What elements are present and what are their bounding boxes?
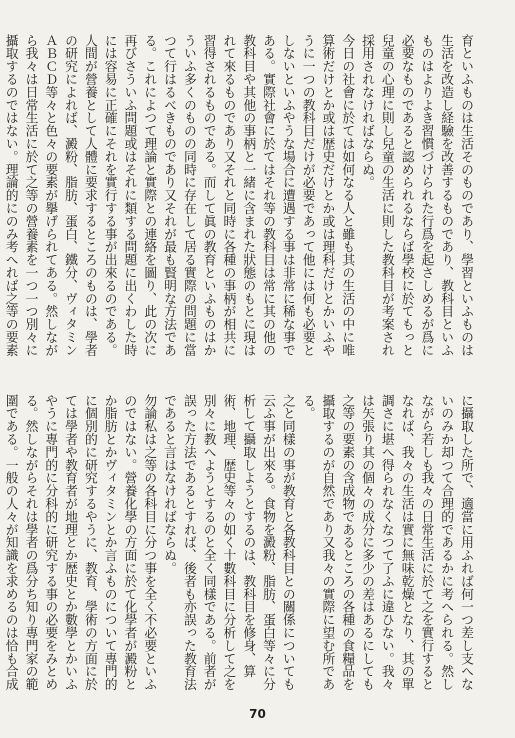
lower-text-block	[2, 394, 475, 694]
upper-text-block	[2, 34, 475, 359]
paragraph: 育といふものは生活そのものであり、學習といふものは生活を改造し経驗を改善するものであり、教科目といふものはよりよき習慣づけられた行爲を起さしめるが爲に必要なものであると認められるならば學校に於てもっと兒童の心理に則し兒童の生活に則した教科目が考案され採用されなければならぬ。	[359, 34, 473, 357]
paragraph: 人間が營養として人體に要求するところのものは、學者の研究によれば、澱粉、脂肪、蛋白、鐵分、ヴィタミンＡＢＣＤ等々と色々の要素が擧げられてある。然しながら我々は日常生活に於て之等の營養素を一つ一つ別々に攝取するのではない。理論的にのみ考へれば之等の要素	[2, 34, 97, 357]
page-number: 70	[249, 707, 266, 721]
paragraph: 勿論私は之等の各科目に分つ事を全く不必要といふのではない。營養化學の方面に於て化學者が澱粉とか脂肪とかヴィタミンとか言ふものについて專門的に個別的に研究するやうに、教育、學術の方面に於ては學者や教育者が地理とか歴史とか數學とかいふやうに專門的に分科的に研究する事の必要をみとめる。然しながらそれは學者の爲分ち知り專門家の範圍である。一般の人々が知識を求めるのは恰も合成	[2, 394, 157, 691]
paragraph: に攝取した所で、適當に用ふれば何一つ差し支へないのみか却つて合理的であるかに考へられる。然しながら若しも我々の日常生活に於て之を實行するとなれば、我々の生活は實に無味乾燥となり、其の單調さに堪へ得られなくなつて了ふに違ひない。我々は矢張り其の個々の成分に多少の差はあるにしても之等の要素の含成物であるところの各種の食糧品を攝取するのが自然であり又我々の實際に望む所である。	[299, 394, 473, 691]
paragraph: 之と同樣の事が教育と各教科目との關係についても云ふ事が出來る。食物を澱粉、脂肪、蛋白等々に分析して攝取しようとするのは、教科目を修身、算術、地理、歴史等々の如く十數科目に分析して之を別々に教へようとするのと全く同樣である。前者が誤った方法であるとすれば、後者も亦誤った教育法であると言はなければならぬ。	[161, 394, 295, 691]
paragraph: 今日の社會に於ては如何なる人と雖も其の生活の中に唯算術だけとか或は歴史だけとか或は理科だけとかいふやうに一つの教科目だけが必要であって他には何も必要としないといふやうな場合に遭遇する事は非常に稀な事である。實際社會に於てはそれ等の教科目は常に其の他の教科目や其他の事柄と一緒に含まれた狀態のもとに現はれて來るものであり又それと同時に各種の事柄が相共に習得されるものである。而して眞の教育といふものはかういふ多くのものの同時に存在して居る實際の問題に當つて行はるべきものであり又それが最も賢明な方法である。これによつて理論と實際との連絡を圖り、此の次に再びさういふ問題或はそれに類する問題に出くわした時には容易に正確にそれを實行する事が出來るのである。	[101, 34, 355, 357]
